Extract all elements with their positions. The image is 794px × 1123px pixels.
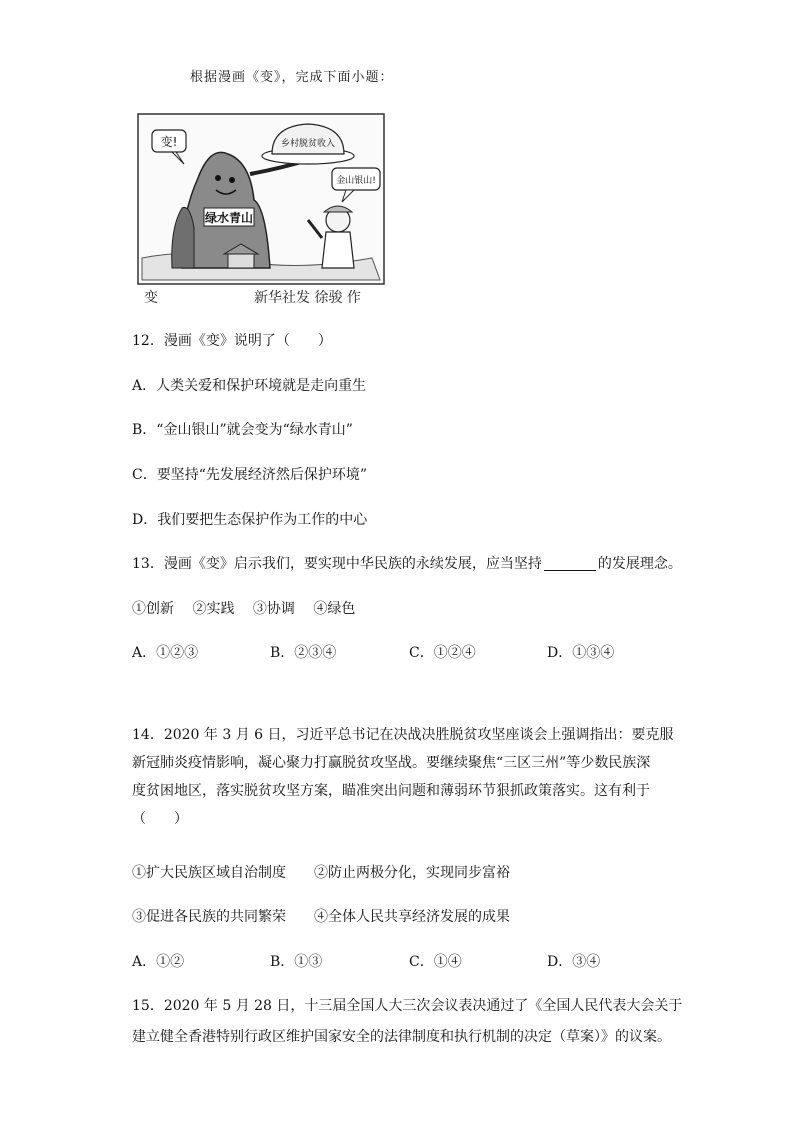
speech-mountain: 变!: [160, 135, 178, 149]
q13-stem-after: 的发展理念。: [597, 556, 682, 572]
intro-text: 根据漫画《变》，完成下面小题：: [190, 70, 394, 85]
q14-line-4: （ ）: [132, 811, 188, 827]
speech-man: 金山银山!: [336, 176, 376, 186]
q13-option-a: A．①②③: [132, 645, 199, 661]
q14-line-1: 14．2020 年 3 月 6 日，习近平总书记在决战决胜脱贫攻坚座谈会上强调指出：要克服: [132, 727, 674, 743]
q14-items-row-1: ①扩大民族区域自治制度 ②防止两极分化，实现同步富裕: [132, 865, 510, 881]
q12-option-c: C．要坚持“先发展经济然后保护环境”: [132, 467, 368, 483]
q12-stem: 12．漫画《变》说明了（ ）: [132, 333, 332, 349]
q13-stem: [132, 554, 682, 574]
cartoon-illustration: [132, 108, 390, 308]
q13-option-d: D．①③④: [547, 645, 615, 661]
cartoon-caption-credit: 新华社发 徐骏 作: [254, 290, 361, 306]
q12-option-a: A．人类关爱和保护环境就是走向重生: [132, 378, 367, 394]
q14-line-3: 度贫困地区，落实脱贫攻坚方案，瞄准突出问题和薄弱环节狠抓政策落实。这有利于: [132, 783, 650, 799]
q15-line-1: 15．2020 年 5 月 28 日，十三届全国人大三次会议表决通过了《全国人民代表大会关于: [132, 998, 683, 1014]
q12-option-d: D．我们要把生态保护作为工作的中心: [132, 512, 368, 528]
q13-option-c: C．①②④: [409, 645, 476, 661]
q14-option-a: A．①②: [132, 954, 185, 970]
q13-option-b: B．②③④: [270, 645, 337, 661]
q12-option-b: B．“金山银山”就会变为“绿水青山”: [132, 422, 353, 438]
q14-option-d: D．③④: [547, 954, 601, 970]
mountain-label: 绿水青山: [204, 211, 254, 225]
q15-line-2: 建立健全香港特别行政区维护国家安全的法律制度和执行机制的决定（草案）》的议案。: [132, 1029, 671, 1045]
plate-text: 乡村脱贫收入: [280, 139, 336, 149]
answer-blank: [544, 556, 596, 571]
q14-items-row-2: ③促进各民族的共同繁荣 ④全体人民共享经济发展的成果: [132, 909, 510, 925]
q13-items: ①创新 ②实践 ③协调 ④绿色: [132, 601, 356, 617]
q14-line-2: 新冠肺炎疫情影响，凝心聚力打赢脱贫攻坚战。要继续聚焦“三区三州”等少数民族深: [132, 755, 651, 771]
cartoon-caption-title: 变: [144, 290, 158, 306]
q14-option-c: C．①④: [409, 954, 462, 970]
q13-stem-before: 13．漫画《变》启示我们，要实现中华民族的永续发展，应当坚持: [132, 556, 542, 572]
q14-option-b: B．①③: [270, 954, 323, 970]
